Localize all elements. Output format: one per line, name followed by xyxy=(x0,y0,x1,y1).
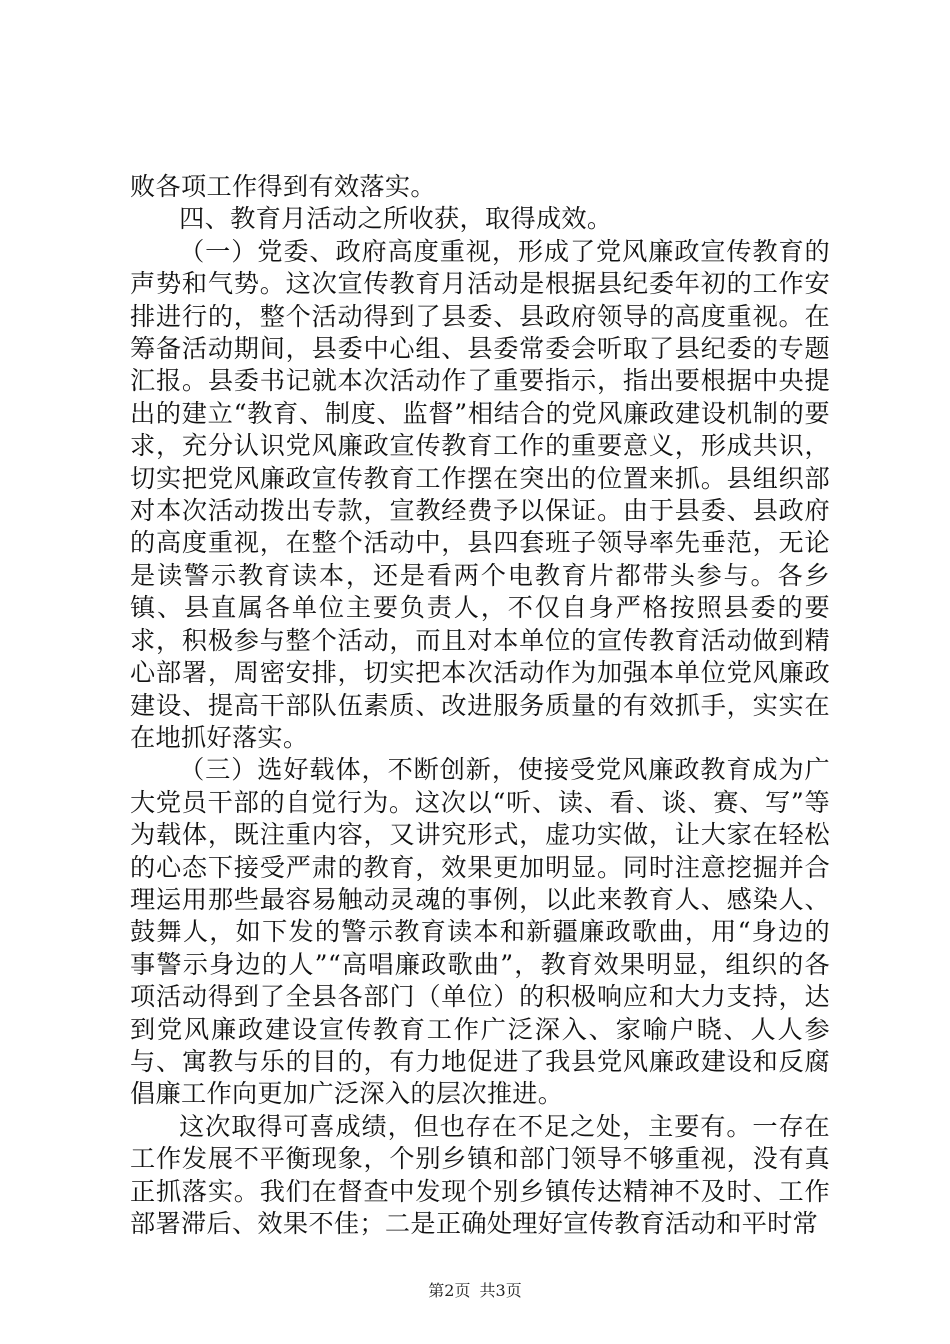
paragraph-continuation: 败各项工作得到有效落实。 xyxy=(130,172,436,201)
paragraph-carriers-innovation: （三）选好载体，不断创新，使接受党风廉政教育成为广大党员干部的自觉行为。这次以“听、读、看、谈、赛、写”等为载体，既注重内容，又讲究形式，虚功实做，让大家在轻松的心态下接受严肃的教育，效果更加明显。同时注意挖掘并合理运用那些最容易触动灵魂的事例，以此来教育人、感染人、鼓舞人，如下发的警示教育读本和新疆廉政歌曲，用“身边的事警示身边的人”“高唱廉政歌曲”，教育效果明显，组织的各项活动得到了全县各部门（单位）的积极响应和大力支持，达到党风廉政建设宣传教育工作广泛深入、家喻户晓、人人参与、寓教与乐的目的，有力地促进了我县党风廉政建设和反腐倡廉工作向更加广泛深入的层次推进。 xyxy=(130,755,830,1109)
document-body xyxy=(130,171,830,1240)
paragraph-leadership-attention: （一）党委、政府高度重视，形成了党风廉政宣传教育的声势和气势。这次宣传教育月活动是根据县纪委年初的工作安排进行的，整个活动得到了县委、县政府领导的高度重视。在筹备活动期间，县委中心组、县委常委会听取了县纪委的专题汇报。县委书记就本次活动作了重要指示，指出要根据中央提出的建立“教育、制度、监督”相结合的党风廉政建设机制的要求，充分认识党风廉政宣传教育工作的重要意义，形成共识，切实把党风廉政宣传教育工作摆在突出的位置来抓。县组织部对本次活动拨出专款，宣教经费予以保证。由于县委、县政府的高度重视，在整个活动中，县四套班子领导率先垂范，无论是读警示教育读本，还是看两个电教育片都带头参与。各乡镇、县直属各单位主要负责人，不仅自身严格按照县委的要求，积极参与整个活动，而且对本单位的宣传教育活动做到精心部署，周密安排，切实把本次活动作为加强本单位党风廉政建设、提高干部队伍素质、改进服务质量的有效抓手，实实在在地抓好落实。 xyxy=(130,236,830,752)
page-footer xyxy=(0,1278,950,1301)
section-heading: 四、教育月活动之所收获，取得成效。 xyxy=(179,204,613,234)
page-number: 第2页 xyxy=(428,1281,471,1300)
page-total: 共3页 xyxy=(479,1281,522,1300)
paragraph-shortcomings: 这次取得可喜成绩，但也存在不足之处，主要有。一存在工作发展不平衡现象，个别乡镇和部门领导不够重视，没有真正抓落实。我们在督查中发现个别乡镇传达精神不及时、工作部署滞后、效果不佳；二是正确处理好宣传教育活动和平时常 xyxy=(130,1111,830,1238)
